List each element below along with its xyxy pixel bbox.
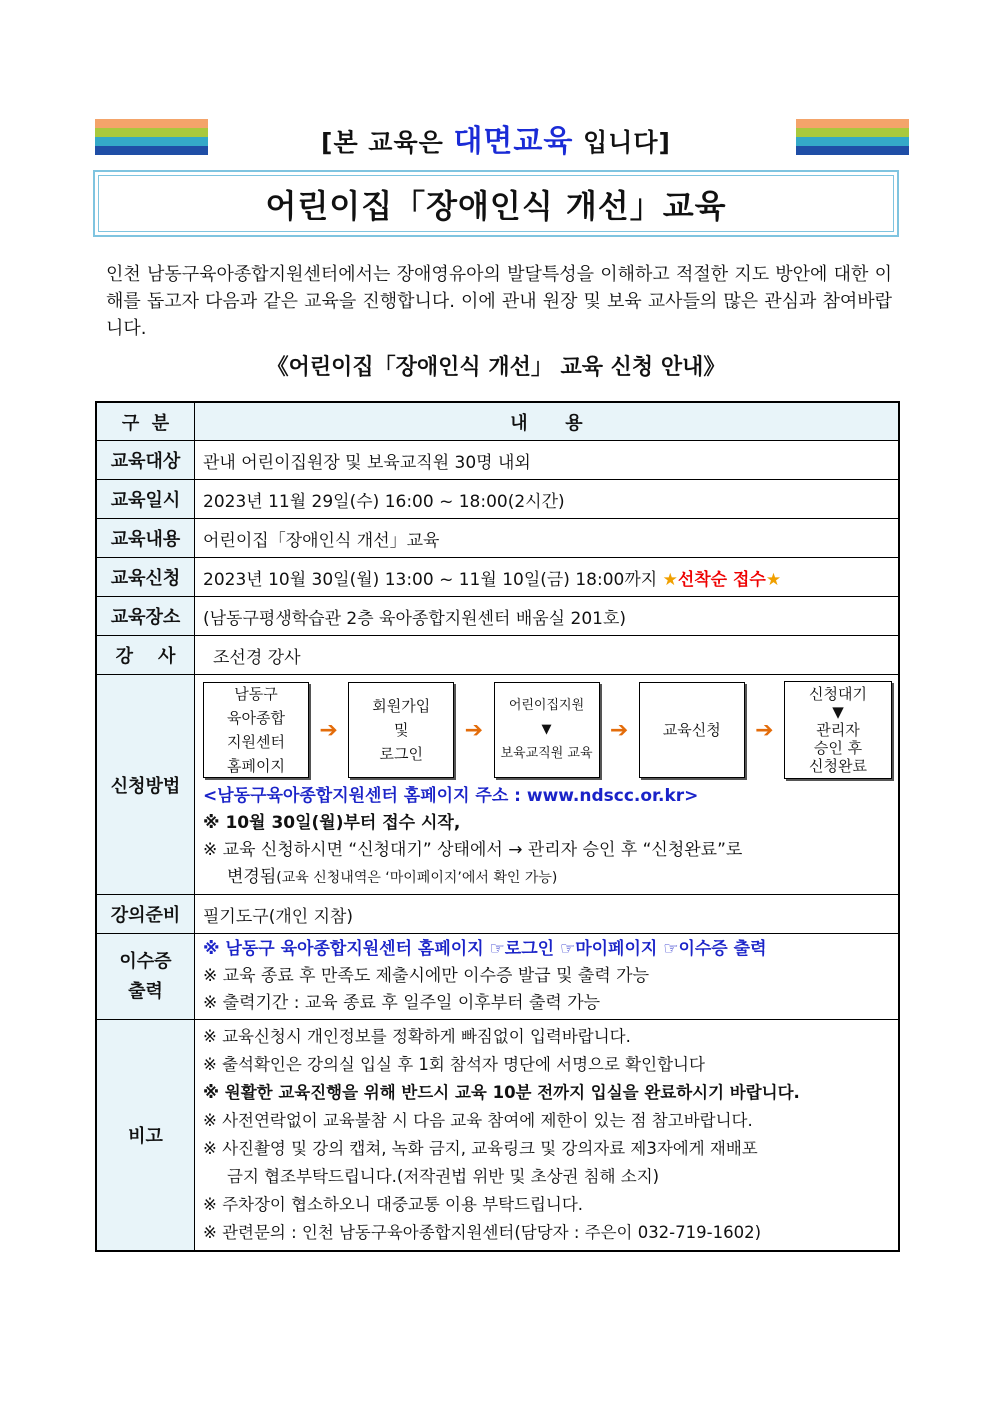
row-value-lecturer: 조선경 강사 bbox=[195, 636, 900, 675]
flow-text: ▼ bbox=[541, 722, 552, 737]
homepage-url: <남동구육아종합지원센터 홈페이지 주소 : www.ndscc.or.kr> bbox=[203, 786, 699, 806]
note-item: ※ 주차장이 협소하오니 대중교통 이용 부탁드립니다. bbox=[203, 1195, 584, 1214]
flow-text: 어린이집지원 bbox=[508, 698, 585, 713]
table-row bbox=[96, 597, 899, 636]
table-row bbox=[96, 934, 899, 1020]
cert-label-line: 출력 bbox=[128, 980, 163, 1002]
row-value-content: 어린이집「장애인식 개선」교육 bbox=[195, 519, 900, 558]
note-item: ※ 원활한 교육진행을 위해 반드시 교육 10분 전까지 입실을 완료하시기 바랍니다. bbox=[203, 1083, 800, 1102]
row-value-method bbox=[195, 675, 900, 895]
flow-text: 지원센터 bbox=[227, 733, 285, 751]
cert-line-period: ※ 출력기간 : 교육 종료 후 일주일 이후부터 출력 가능 bbox=[203, 993, 601, 1013]
notice-highlight: 대면교육 bbox=[453, 124, 574, 159]
flow-step-login bbox=[348, 682, 454, 778]
row-label-place: 교육장소 bbox=[96, 597, 195, 636]
row-label-target: 교육대상 bbox=[96, 441, 195, 480]
row-label-cert bbox=[96, 934, 195, 1020]
flow-text: 회원가입 bbox=[372, 697, 431, 715]
note-item: ※ 출석확인은 강의실 입실 후 1회 참석자 명단에 서명으로 확인합니다 bbox=[203, 1055, 705, 1074]
apply-period: 2023년 10월 30일(월) 13:00 ~ 11월 10일(금) 18:00까지 bbox=[203, 569, 663, 590]
row-value-apply bbox=[195, 558, 900, 597]
flow-text: 신청완료 bbox=[809, 757, 867, 775]
flow-text: 교육신청 bbox=[662, 721, 721, 739]
arrow-right-icon: ➔ bbox=[464, 717, 484, 743]
row-label-prep: 강의준비 bbox=[96, 895, 195, 934]
table-row bbox=[96, 675, 899, 895]
flow-step-complete bbox=[784, 681, 892, 779]
row-value-cert bbox=[195, 934, 900, 1020]
row-label-notes: 비고 bbox=[96, 1020, 195, 1252]
table-row bbox=[96, 1020, 899, 1252]
row-label-content: 교육내용 bbox=[96, 519, 195, 558]
flow-text: 남동구 bbox=[234, 685, 278, 703]
cert-label-line: 이수증 bbox=[119, 950, 172, 972]
application-flow bbox=[203, 675, 892, 783]
star-icon: ★ bbox=[662, 569, 678, 590]
flow-text: 보육교직원 교육 bbox=[500, 746, 593, 761]
table-row bbox=[96, 441, 899, 480]
status-change-text: 변경됨 bbox=[227, 867, 277, 887]
notice-suffix: 입니다] bbox=[573, 128, 671, 157]
mypage-check-note: (교육 신청내역은 ‘마이페이지’에서 확인 가능) bbox=[276, 870, 558, 886]
flow-text: 육아종합 bbox=[227, 709, 285, 727]
intro-paragraph: 인천 남동구육아종합지원센터에서는 장애영유아의 발달특성을 이해하고 적절한 지도 방안에 대한 이해를 돕고자 다음과 같은 교육을 진행합니다. 이에 관내 원장 및 보육 교사들의 많은 관심과 참여바랍니다. bbox=[106, 264, 892, 339]
table-header-row bbox=[96, 402, 899, 441]
header-content: 내 용 bbox=[195, 402, 900, 441]
section-subtitle: 《어린이집「장애인식 개선」 교육 신청 안내》 bbox=[266, 355, 726, 380]
arrow-right-icon: ➔ bbox=[609, 717, 629, 743]
arrow-right-icon: ➔ bbox=[755, 717, 774, 743]
flow-text: 홈페이지 bbox=[227, 757, 285, 775]
table-row bbox=[96, 558, 899, 597]
note-item: ※ 사진촬영 및 강의 캡쳐, 녹화 금지, 교육링크 및 강의자료 제3자에게 재배포 bbox=[203, 1139, 758, 1158]
row-label-method: 신청방법 bbox=[96, 675, 195, 895]
row-value-prep: 필기도구(개인 지참) bbox=[195, 895, 900, 934]
method-note-status: ※ 교육 신청하시면 “신청대기” 상태에서 → 관리자 승인 후 “신청완료”로 bbox=[203, 840, 743, 860]
cert-line-path: ※ 남동구 육아종합지원센터 홈페이지 ☞로그인 ☞마이페이지 ☞이수증 출력 bbox=[203, 939, 767, 959]
note-item-cont: 금지 협조부탁드립니다.(저작권법 위반 및 초상권 침해 소지) bbox=[227, 1167, 660, 1186]
table-row bbox=[96, 519, 899, 558]
table-row bbox=[96, 636, 899, 675]
row-label-lecturer: 강 사 bbox=[96, 636, 195, 675]
method-note-start: ※ 10월 30일(월)부터 접수 시작, bbox=[203, 813, 461, 833]
first-come-note: 선착순 접수 bbox=[677, 569, 766, 590]
note-item: ※ 관련문의 : 인천 남동구육아종합지원센터(담당자 : 주은이 032-719-1602) bbox=[203, 1223, 762, 1242]
row-label-apply: 교육신청 bbox=[96, 558, 195, 597]
row-value-notes bbox=[195, 1020, 900, 1252]
table-row bbox=[96, 895, 899, 934]
flow-step-apply bbox=[639, 682, 745, 778]
flow-text: 승인 후 bbox=[813, 739, 863, 757]
arrow-right-icon: ➔ bbox=[319, 717, 338, 743]
flow-text: 및 bbox=[394, 721, 409, 739]
row-label-date: 교육일시 bbox=[96, 480, 195, 519]
flow-text: 로그인 bbox=[379, 745, 423, 763]
row-value-place: (남동구평생학습관 2층 육아종합지원센터 배움실 201호) bbox=[195, 597, 900, 636]
flow-step-homepage bbox=[203, 682, 309, 778]
row-value-date: 2023년 11월 29일(수) 16:00 ~ 18:00(2시간) bbox=[195, 480, 900, 519]
flow-text: 관리자 bbox=[816, 721, 860, 739]
note-item: ※ 사전연락없이 교육불참 시 다음 교육 참여에 제한이 있는 점 참고바랍니다. bbox=[203, 1111, 753, 1130]
info-table bbox=[95, 401, 900, 1252]
flow-text: 신청대기 bbox=[809, 685, 867, 703]
flow-step-daycare-support bbox=[494, 682, 600, 778]
table-row bbox=[96, 480, 899, 519]
notice-prefix: [본 교육은 bbox=[321, 128, 454, 157]
row-value-target: 관내 어린이집원장 및 보육교직원 30명 내외 bbox=[195, 441, 900, 480]
flow-text: ▼ bbox=[832, 703, 844, 721]
cert-line-condition: ※ 교육 종료 후 만족도 제출시에만 이수증 발급 및 출력 가능 bbox=[203, 966, 649, 986]
note-item: ※ 교육신청시 개인정보를 정확하게 빠짐없이 입력바랍니다. bbox=[203, 1027, 631, 1046]
header-category: 구 분 bbox=[96, 402, 195, 441]
face-to-face-notice bbox=[0, 116, 992, 160]
page-title: 어린이집「장애인식 개선」교육 bbox=[98, 175, 894, 232]
method-note-status-cont bbox=[203, 864, 892, 894]
star-icon: ★ bbox=[765, 569, 782, 590]
title-box bbox=[93, 170, 899, 237]
